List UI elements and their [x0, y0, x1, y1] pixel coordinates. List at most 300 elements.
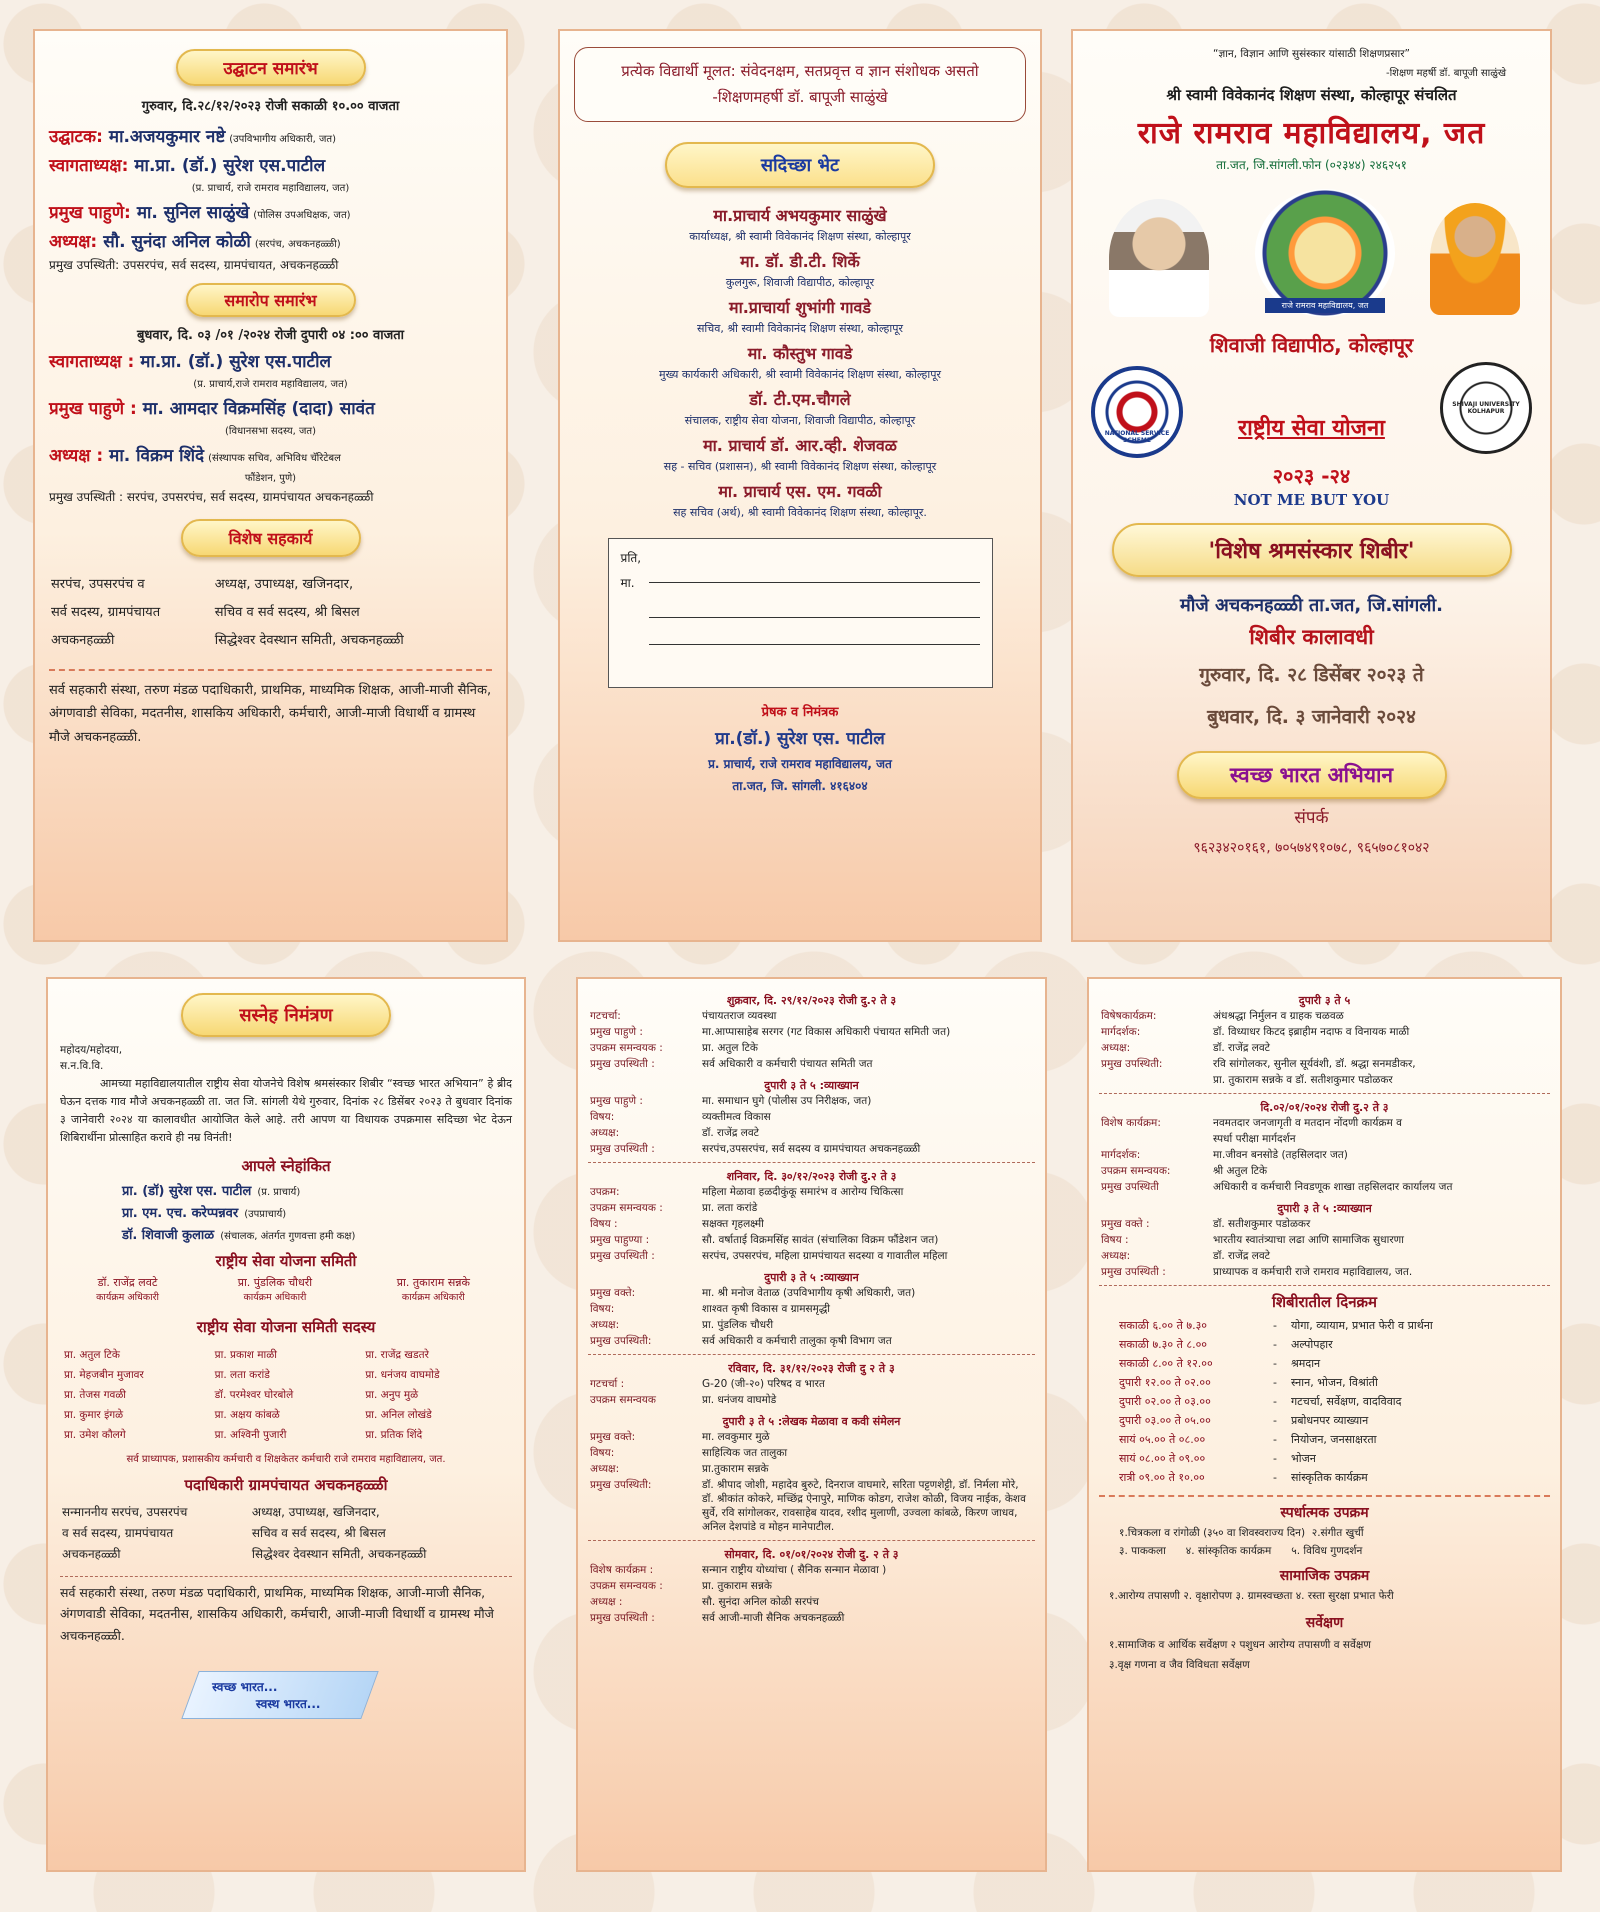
schedule-head: दुपारी ३ ते ५ :व्याख्यान: [764, 1079, 859, 1092]
schedule-value: अधिकारी व कर्मचारी निवडणूक शाखा तहसिलदार कार्यालय जत: [1213, 1181, 1453, 1193]
grid-cell: प्रा. लता करांडे: [214, 1368, 270, 1381]
schedule-key: विशेष कार्यक्रम :: [590, 1564, 654, 1576]
schedule-table: [1099, 1216, 1550, 1280]
address-box: [608, 538, 993, 688]
schedule-key: उपक्रम:: [590, 1186, 620, 1198]
schedule-row: [588, 1562, 1035, 1578]
role-label: स्वागताध्यक्ष :: [49, 352, 135, 372]
routine-row: [1113, 1354, 1437, 1373]
schedule-key: प्रमुख उपस्थिती :: [590, 1058, 655, 1070]
person-line: [49, 124, 492, 147]
schedule-row: [588, 1024, 1035, 1040]
panel-schedule-2: [1087, 977, 1562, 1872]
schedule-key: अध्यक्ष:: [1101, 1042, 1131, 1054]
nss-logo-text: NATIONAL SERVICE SCHEME: [1104, 430, 1170, 444]
schedule-row: [588, 1093, 1035, 1109]
schedule-table: [1099, 1115, 1550, 1195]
routine-dash: -: [1273, 1395, 1277, 1408]
grid-row: [60, 1522, 512, 1543]
grid-cell: सिद्धेश्वर देवस्थान समिती, अचकनहळ्ळी: [214, 633, 404, 648]
gp-title: पदाधिकारी ग्रामपंचायत अचकनहळ्ळी: [184, 1475, 388, 1494]
role-label: प्रमुख पाहुणे :: [49, 399, 137, 419]
schedule-value: प्रा. तुकाराम सन्नके: [702, 1580, 772, 1592]
schedule-value: भारतीय स्वातंत्र्याचा लढा आणि सामाजिक सुधारणा: [1213, 1234, 1404, 1246]
schedule-value: मा.जीवन बनसोडे (तहसिलदार जत): [1213, 1149, 1348, 1161]
schedule-row: [588, 1040, 1035, 1056]
grid-cell: व सर्व सदस्य, ग्रामपंचायत: [62, 1525, 174, 1540]
survey-line1: १.सामाजिक व आर्थिक सर्वेक्षण २ पशुधन आरोग्य तपासणी व सर्वेक्षण: [1109, 1639, 1371, 1651]
routine-row: [1113, 1335, 1437, 1354]
camp-place: मौजे अचकनहळ्ळी ता.जत, जि.सांगली.: [1179, 595, 1444, 616]
routine-dash: -: [1273, 1376, 1277, 1389]
schedule-row: [588, 1477, 1035, 1535]
officer-name: प्रा. पुंडलिक चौधरी: [237, 1275, 313, 1289]
survey-title: सर्वेक्षण: [1305, 1615, 1344, 1631]
officer-name: प्रा. तुकाराम सन्नके: [396, 1275, 471, 1289]
motto: “ज्ञान, विज्ञान आणि सुसंस्कार यांसाठी शिक्षणप्रसार”: [1213, 48, 1410, 60]
routine-title: शिबीरातील दिनक्रम: [1271, 1293, 1378, 1311]
schedule-key: अध्यक्ष:: [590, 1127, 620, 1139]
officers-table: [60, 1275, 512, 1303]
routine-activity: गटचर्चा, सर्वेक्षण, वादविवाद: [1290, 1395, 1402, 1408]
visitor-name: मा.प्राचार्य अभयकुमार साळुंखे: [713, 205, 887, 225]
grid-row: [60, 1385, 512, 1405]
schedule-value: शाश्वत कृषी विकास व ग्रामसमृद्धी: [702, 1303, 831, 1315]
address-line: [649, 582, 980, 583]
schedule-row: [1099, 1056, 1550, 1072]
schedule-key: प्रमुख उपस्थिती:: [1101, 1058, 1163, 1070]
schedule-row: [1099, 1232, 1550, 1248]
panel4-footer: सर्व सहकारी संस्था, तरुण मंडळ पदाधिकारी, प्राथमिक, माध्यमिक शिक्षक, आजी-माजी सैनिक, अंगणवाडी सेविका, मदतनीस, शासकिय अधिकारी, कर्मचारी, आजी-माजी विधार्थी व ग्रामस्थ मौजे अचकनहळ्ळी.: [60, 1584, 494, 1644]
schedule-value: प्रा. पुंडलिक चौधरी: [702, 1319, 774, 1331]
survey-line2: ३.वृक्ष गणना व जैव विविधता सर्वेक्षण: [1109, 1659, 1250, 1671]
swachh-tag-line1: स्वच्छ भारत...: [212, 1680, 278, 1695]
role-label: उद्घाटक:: [49, 127, 103, 147]
grid-cell: सिद्धेश्वर देवस्थान समिती, अचकनहळ्ळी: [251, 1546, 427, 1561]
address-to: प्रति,: [620, 550, 642, 565]
person-name: मा.अजयकुमार नष्टे: [108, 127, 226, 147]
signer-role: (संचालक, अंतर्गत गुणवत्ता हमी कक्ष): [220, 1230, 356, 1242]
schedule-key: विषेषकार्यक्रम:: [1101, 1010, 1157, 1022]
grid-cell: प्रा. अतुल टिके: [64, 1348, 120, 1361]
shivaji-university-logo-icon: [1440, 362, 1532, 454]
schedule-value: प्रा. तुकाराम सन्नके व डॉ. सतीशकुमार पडोळकर: [1213, 1074, 1393, 1086]
founder-portrait-icon: [1109, 199, 1209, 317]
routine-row: [1113, 1316, 1437, 1335]
schedule-row: [588, 1141, 1035, 1157]
closing-date: बुधवार, दि. ०३ /०१ /२०२४ रोजी दुपारी ०४ :०० वाजता: [136, 328, 405, 343]
person-note: (संस्थापक सचिव, अभिविध चॅरिटेबल: [208, 453, 341, 464]
contact-label: संपर्क: [1294, 808, 1329, 828]
grid-cell: प्रा. अक्षय कांबळे: [214, 1408, 280, 1421]
grid-cell: अध्यक्ष, उपाध्यक्ष, खजिनदार,: [214, 577, 354, 592]
grid-cell: प्रा. राजेंद्र खडतरे: [365, 1348, 429, 1361]
grid-cell: अचकनहळ्ळी: [62, 1546, 121, 1561]
schedule-value: अंधश्रद्धा निर्मुलन व ग्राहक चळवळ: [1213, 1010, 1344, 1022]
schedule-blocks: [588, 993, 1035, 1626]
routine-dash: -: [1273, 1433, 1277, 1446]
schedule-value: सरपंच,उपसरपंच, सर्व सदस्य व ग्रामपंचायत अचकनहळ्ळी: [702, 1143, 921, 1155]
schedule-key: गटचर्चा :: [590, 1378, 625, 1390]
su-logo-text: SHIVAJI UNIVERSITY KOLHAPUR: [1452, 401, 1520, 415]
routine-activity: स्नान, भोजन, विश्रांती: [1290, 1376, 1378, 1389]
person-name: मा.प्रा. (डॉ.) सुरेश एस.पाटील: [140, 352, 332, 372]
inauguration-lines: [49, 124, 492, 252]
visitor-name: मा. कौस्तुभ गावडे: [747, 343, 853, 363]
schedule-row: [588, 1594, 1035, 1610]
schedule-value: नवमतदार जनजागृती व मतदान नोंदणी कार्यक्रम व: [1213, 1117, 1403, 1129]
closing-title: समारोप समारंभ: [186, 283, 356, 317]
schedule-value: सरपंच, उपसरपंच, महिला ग्रामपंचायत सदस्या व गावातील महिला: [702, 1250, 948, 1262]
routine-activity: सांस्कृतिक कार्यक्रम: [1290, 1471, 1368, 1484]
schedule-key: प्रमुख वक्ते:: [590, 1287, 636, 1299]
schedule-key: प्रमुख उपस्थिती:: [590, 1335, 652, 1347]
schedule-row: [1099, 1179, 1550, 1195]
schedule-row: [588, 1578, 1035, 1594]
swachh-bharat-title: स्वच्छ भारत अभियान: [1177, 751, 1447, 799]
routine-dash: -: [1273, 1471, 1277, 1484]
schedule-value: डॉ. सतीशकुमार पडोळकर: [1213, 1218, 1311, 1230]
sender-address: ता.जत, जि. सांगली. ४१६४०४: [732, 778, 868, 793]
schedule-table: [588, 1093, 1035, 1157]
schedule-head: रविवार, दि. ३१/१२/२०२३ रोजी दु २ ते ३: [728, 1362, 895, 1375]
person-name: मा. सुनिल साळुंखे: [136, 203, 250, 223]
schedule-row: [1099, 1248, 1550, 1264]
schedule-row: [588, 1109, 1035, 1125]
address-line: [649, 617, 980, 618]
schedule-head: शनिवार, दि. ३०/१२/२०२३ रोजी दु.२ ते ३: [726, 1170, 897, 1183]
schedule-key: प्रमुख वक्ते:: [590, 1431, 636, 1443]
members-title: राष्ट्रीय सेवा योजना समिती सदस्य: [196, 1317, 376, 1336]
routine-time: दुपारी ०३.०० ते ०५.००: [1119, 1414, 1211, 1427]
routine-time: दुपारी १२.०० ते ०२.००: [1119, 1376, 1211, 1389]
schedule-row: [1099, 1072, 1550, 1088]
schedule-key: प्रमुख उपस्थिती: [1101, 1181, 1159, 1193]
schedule-value: श्री अतुल टिके: [1213, 1165, 1268, 1177]
signers: [122, 1180, 512, 1243]
schedule-head: दुपारी ३ ते ५: [1298, 994, 1351, 1007]
schedule-value: डॉ. राजेंद्र लवटे: [1213, 1042, 1270, 1054]
schedule-value: साहित्यिक जत तालुका: [702, 1447, 788, 1459]
nss-year: २०२३ -२४: [1272, 464, 1351, 488]
grid-cell: प्रा. तेजस गवळी: [64, 1388, 127, 1401]
routine-row: [1113, 1392, 1437, 1411]
divider: [1099, 1285, 1550, 1286]
schedule-key: मार्गदर्शक:: [1101, 1149, 1141, 1161]
routine-activity: नियोजन, जनसाक्षरता: [1290, 1433, 1377, 1446]
schedule-value: स्पर्धा परीक्षा मार्गदर्शन: [1213, 1133, 1296, 1145]
schedule-head: सोमवार, दि. ०१/०१/२०२४ रोजी दु. २ ते ३: [724, 1548, 899, 1561]
grid-cell: प्रा. प्रतिक शिंदे: [365, 1428, 423, 1441]
address-ma: मा.: [620, 575, 635, 590]
signer-name: प्रा. एम. एच. करेप्पन्नवर: [122, 1205, 239, 1221]
visitor-role: कार्याध्यक्ष, श्री स्वामी विवेकानंद शिक्षण संस्था, कोल्हापूर: [689, 229, 911, 243]
schedule-value: सौ. सुनंदा अनिल कोळी सरपंच: [702, 1596, 819, 1608]
schedule-value: सर्व आजी-माजी सैनिक अचकनहळ्ळी: [702, 1612, 845, 1624]
panel-visit: [558, 29, 1042, 942]
invitation-body: आमच्या महाविद्यालयातील राष्ट्रीय सेवा योजनेचे विशेष श्रमसंस्कार शिबीर “स्वच्छ भारत अभियान” हे ब्रीद घेऊन दत्तक गाव मौजे अचकनहळ्ळी ता. जत जि. सांगली येथे गुरुवार, दिनांक २८ डिसेंबर २०२३ ते बुधवार दिनांक ३ जानेवारी २०२४ या कालावधीत आयोजित केले आहे. तरी आपण या विधायक उपक्रमास सदिच्छा भेट देऊन शिबिरार्थीना प्रोत्साहित करावे ही नम्र विनंती!: [60, 1077, 512, 1145]
person-line: [49, 153, 492, 176]
schedule-key: प्रमुख पाहुणे :: [590, 1026, 643, 1038]
person-name: मा.प्रा. (डॉ.) सुरेश एस.पाटील: [134, 156, 326, 176]
schedule-key: मार्गदर्शक:: [1101, 1026, 1141, 1038]
schedule-row: [1099, 1147, 1550, 1163]
schedule-value: प्रा. धनंजय वाघमोडे: [702, 1394, 777, 1406]
grid-cell: प्रा. अनिल लोखंडे: [365, 1408, 432, 1421]
person-name: मा. आमदार विक्रमसिंह (दादा) सावंत: [142, 399, 375, 419]
schedule-value: मा. समाधान घुगे (पोलीस उप निरीक्षक, जत): [702, 1095, 872, 1107]
schedule-row: [588, 1232, 1035, 1248]
college-name: राजे रामराव महाविद्यालय, जत: [1137, 116, 1486, 151]
schedule-row: [588, 1216, 1035, 1232]
camp-to: बुधवार, दि. ३ जानेवारी २०२४: [1207, 706, 1416, 728]
address-line: [649, 644, 980, 645]
schedule-row: [1099, 1040, 1550, 1056]
schedule-key: विषय:: [590, 1111, 615, 1123]
schedule-row: [1099, 1024, 1550, 1040]
schedule-row: [588, 1184, 1035, 1200]
panel-schedule-1: [576, 977, 1047, 1872]
grid-row: [60, 1501, 512, 1522]
routine-time: सकाळी ८.०० ते १२.००: [1119, 1357, 1213, 1370]
quote-box: [574, 47, 1026, 122]
vivekananda-portrait-icon: [1430, 203, 1520, 315]
schedule-value: प्रा.तुकाराम सन्नके: [702, 1463, 769, 1475]
officer-names: [60, 1275, 512, 1290]
grid-row: [60, 1543, 512, 1564]
schedule-key: उपक्रम समन्वयक :: [590, 1580, 663, 1592]
college-emblem: [1255, 189, 1395, 317]
grid-cell: प्रा. मेहजबीन मुजावर: [64, 1368, 144, 1381]
divider: [60, 1576, 512, 1577]
routine-dash: -: [1273, 1452, 1277, 1465]
person-name: सौ. सुनंदा अनिल कोळी: [103, 232, 251, 252]
closing-presence: प्रमुख उपस्थिती : सरपंच, उपसरपंच, सर्व सदस्य, ग्रामपंचायत अचकनहळ्ळी: [49, 490, 374, 504]
schedule-row: [588, 1285, 1035, 1301]
schedule-value: मा.आप्पासाहेब सरगर (गट विकास अधिकारी पंचायत समिती जत): [702, 1026, 951, 1038]
routine-row: [1113, 1373, 1437, 1392]
panel-invitation: [46, 977, 526, 1872]
schedule-value: प्राध्यापक व कर्मचारी राजे रामराव महाविद्यालय, जत.: [1213, 1266, 1413, 1278]
college-address: ता.जत, जि.सांगली.फोन (०२३४४) २४६२५१: [1216, 158, 1407, 172]
routine-dash: -: [1273, 1357, 1277, 1370]
schedule-value: सौ. वर्षाताई विक्रमसिंह सावंत (संचालिका विक्रम फौंडेशन जत): [702, 1234, 939, 1246]
schedule-row: [588, 1429, 1035, 1445]
person-line: [49, 396, 492, 419]
grid-row: [60, 1365, 512, 1385]
routine-time: रात्री ०९.०० ते १०.००: [1119, 1471, 1205, 1484]
divider: [49, 669, 492, 671]
schedule-row: [1099, 1264, 1550, 1280]
competition-line2: ३. पाककला ४. सांस्कृतिक कार्यक्रम ५. विविध गुणदर्शन: [1119, 1545, 1363, 1557]
person-sub: (प्र. प्राचार्य, राजे रामराव महाविद्यालय, जत): [191, 183, 350, 194]
grid-row: [49, 625, 492, 653]
visitor-name: डॉ. टी.एम.चौगले: [749, 389, 851, 409]
divider: [588, 1540, 1035, 1541]
divider: [1099, 1495, 1550, 1497]
grid-cell: प्रा. धनंजय वाघमोडे: [365, 1368, 440, 1381]
university-name: शिवाजी विद्यापीठ, कोल्हापूर: [1209, 333, 1414, 357]
nss-logo-icon: [1091, 366, 1183, 458]
schedule-key: [1099, 1072, 1211, 1088]
schedule-value: रवि सांगोलकर, सुनील सूर्यवंशी, डॉ. श्रद्धा सनमडीकर,: [1213, 1058, 1416, 1070]
schedule-value: डॉ. विध्याधर किटद इब्राहीम नदाफ व विनायक माळी: [1213, 1026, 1410, 1038]
schedule-table: [588, 1184, 1035, 1264]
person-line: [49, 200, 492, 223]
signer-name: प्रा. (डॉ) सुरेश एस. पाटील: [122, 1183, 252, 1199]
schedule-row: [588, 1333, 1035, 1349]
routine-time: सकाळी ७.३० ते ८.००: [1119, 1338, 1208, 1351]
routine-row: [1113, 1468, 1437, 1487]
role-label: प्रमुख पाहुणे:: [49, 203, 131, 223]
closing-lines: [49, 349, 492, 484]
person-line: [49, 349, 492, 372]
schedule-table: [588, 1008, 1035, 1072]
schedule-key: विषय:: [590, 1303, 615, 1315]
schedule-row: [1099, 1115, 1550, 1131]
schedule-value: व्यक्तीमत्व विकास: [702, 1111, 771, 1123]
schedule-head: दुपारी ३ ते ५ :लेखक मेळावा व कवी संमेलन: [722, 1415, 901, 1428]
sender-name: प्रा.(डॉ.) सुरेश एस. पाटील: [715, 728, 885, 749]
person-sub: (विधानसभा सदस्य, जत): [224, 426, 317, 437]
officer-roles: [60, 1290, 512, 1303]
role-label: स्वागताध्यक्ष:: [49, 156, 129, 176]
cooperation-title: विशेष सहकार्य: [181, 519, 361, 557]
sender-label: प्रेषक व निमंत्रक: [761, 704, 839, 720]
schedule-head: शुक्रवार, दि. २९/१२/२०२३ रोजी दु.२ ते ३: [726, 994, 897, 1007]
signer-role: (उपप्राचार्य): [244, 1208, 287, 1220]
nss-title: राष्ट्रीय सेवा योजना: [1238, 416, 1385, 441]
signer-role: (प्र. प्राचार्य): [257, 1186, 301, 1198]
routine-dash: -: [1273, 1338, 1277, 1351]
schedule-key: अध्यक्ष:: [1101, 1250, 1131, 1262]
schedule-row: [1099, 1008, 1550, 1024]
schedule-head: दुपारी ३ ते ५ :व्याख्यान: [1277, 1202, 1372, 1215]
routine-time: दुपारी ०२.०० ते ०३.००: [1119, 1395, 1211, 1408]
schedule-row: [588, 1301, 1035, 1317]
schedule-row: [588, 1376, 1035, 1392]
grid-cell: डॉ. परमेश्वर घोरबोले: [214, 1388, 294, 1401]
schedule-key: [1099, 1131, 1211, 1147]
schedule-table: [588, 1376, 1035, 1408]
grid-cell: प्रा. प्रकाश माळी: [214, 1348, 277, 1361]
motto-author: -शिक्षण महर्षी डॉ. बापूजी साळुंखे: [1385, 68, 1506, 79]
camp-period-label: शिबीर कालावधी: [1249, 625, 1374, 649]
gp-table: [60, 1501, 512, 1564]
schedule-head: दि.०२/०१/२०२४ रोजी दु.२ ते ३: [1260, 1101, 1389, 1114]
nss-motto: NOT ME BUT YOU: [1233, 491, 1390, 509]
grid-cell: अध्यक्ष, उपाध्यक्ष, खजिनदार,: [251, 1504, 380, 1519]
person-note: (सरपंच, अचकनहळ्ळी): [254, 239, 341, 250]
schedule-row: [1099, 1216, 1550, 1232]
grid-cell: सचिव व सर्व सदस्य, श्री बिसल: [214, 605, 360, 620]
schedule-value: मा. लवकुमार मुळे: [702, 1431, 770, 1443]
grid-row: [60, 1425, 512, 1445]
routine-row: [1113, 1449, 1437, 1468]
schedule-row: [588, 1610, 1035, 1626]
schedule-table: [588, 1429, 1035, 1535]
visitor-name: मा. प्राचार्य एस. एम. गवळी: [718, 481, 882, 501]
schedule-key: उपक्रम समन्वयक :: [590, 1042, 663, 1054]
sincerely-label: आपले स्नेहांकित: [241, 1156, 331, 1175]
schedule-key: गटचर्चा:: [590, 1010, 621, 1022]
greeting: महोदय/महोदया,: [60, 1044, 123, 1056]
officer-role: कार्यक्रम अधिकारी: [401, 1291, 465, 1303]
inauguration-date: गुरुवार, दि.२८/१२/२०२३ रोजी सकाळी १०.०० वाजता: [141, 99, 400, 114]
schedule-key: प्रमुख उपस्थिती :: [590, 1612, 655, 1624]
grid-cell: प्रा. उमेश कौलगे: [64, 1428, 126, 1441]
schedule-key: विषय :: [1101, 1234, 1129, 1246]
grid-cell: अचकनहळ्ळी: [51, 633, 115, 648]
schedule-row: [588, 1461, 1035, 1477]
schedule-value: डॉ. राजेंद्र लवटे: [702, 1127, 759, 1139]
schedule-row: [588, 1056, 1035, 1072]
schedule-table: [588, 1285, 1035, 1349]
person-line: [49, 443, 492, 466]
visitor-name: मा. डॉ. डी.टी. शिर्के: [740, 251, 860, 271]
routine-activity: श्रमदान: [1290, 1357, 1321, 1370]
routine-dash: -: [1273, 1414, 1277, 1427]
visitor-name: मा. प्राचार्य डॉ. आर.व्ही. शेजवळ: [703, 435, 897, 455]
nss-row: [1087, 362, 1536, 470]
schedule-row: [588, 1200, 1035, 1216]
grid-row: [49, 569, 492, 597]
schedule-value: सर्व अधिकारी व कर्मचारी तालुका कृषी विभाग जत: [702, 1335, 892, 1347]
grid-row: [60, 1405, 512, 1425]
schedule-row: [588, 1392, 1035, 1408]
schedule-blocks-2: [1099, 993, 1550, 1280]
visitor-role: कुलगुरू, शिवाजी विद्यापीठ, कोल्हापूर: [725, 275, 875, 289]
grid-row: [60, 1345, 512, 1365]
visitor-role: सचिव, श्री स्वामी विवेकानंद शिक्षण संस्था, कोल्हापूर: [696, 321, 903, 335]
schedule-key: प्रमुख उपस्थिती:: [590, 1479, 652, 1491]
schedule-key: प्रमुख उपस्थिती :: [590, 1250, 655, 1262]
signer: [122, 1224, 512, 1243]
signer: [122, 1202, 512, 1221]
routine-time: सायं ०५.०० ते ०८.००: [1119, 1433, 1206, 1446]
grid-cell: प्रा. कुमार इंगळे: [64, 1408, 124, 1421]
committee-title: राष्ट्रीय सेवा योजना समिती: [215, 1251, 357, 1270]
role-label: अध्यक्ष:: [49, 232, 98, 252]
schedule-key: प्रमुख वक्ते :: [1101, 1218, 1150, 1230]
schedule-value: सर्व अधिकारी व कर्मचारी पंचायत समिती जत: [702, 1058, 873, 1070]
grid-cell: प्रा. अश्विनी पुजारी: [214, 1428, 287, 1441]
schedule-row: [588, 1008, 1035, 1024]
competition-line1: १.चित्रकला व रांगोळी (३५० वा शिवस्वराज्य दिन) २.संगीत खुर्ची: [1119, 1527, 1364, 1539]
schedule-row: [1099, 1131, 1550, 1147]
person-name: मा. विक्रम शिंदे: [109, 446, 205, 466]
schedule-key: अध्यक्ष:: [590, 1319, 620, 1331]
org-name: श्री स्वामी विवेकानंद शिक्षण संस्था, कोल्हापूर संचलित: [1166, 86, 1457, 104]
schedule-value: डॉ. राजेंद्र लवटे: [1213, 1250, 1270, 1262]
schedule-value: सक्षक्त गृहलक्ष्मी: [702, 1218, 764, 1230]
schedule-value: प्रा. अतुल टिके: [702, 1042, 758, 1054]
members-table: [60, 1345, 512, 1445]
staff-line: सर्व प्राध्यापक, प्रशासकीय कर्मचारी व शिक्षकेतर कर्मचारी राजे रामराव महाविद्यालय, जत.: [126, 1453, 446, 1465]
invitation-title: सस्नेह निमंत्रण: [181, 993, 391, 1037]
routine-time: सायं ०८.०० ते ०९.००: [1119, 1452, 1206, 1465]
officer-role: कार्यक्रम अधिकारी: [96, 1291, 159, 1303]
contact-phones: ९६२३४२०१६१, ७०५७४९१०७८, ९६५७०८१०४२: [1193, 840, 1430, 856]
schedule-key: प्रमुख पाहुण्या :: [590, 1234, 650, 1246]
cooperation-table: [49, 569, 492, 653]
inauguration-title: उद्घाटन समारंभ: [176, 49, 366, 86]
schedule-key: अध्यक्ष :: [590, 1596, 623, 1608]
divider: [1099, 1093, 1550, 1094]
schedule-row: [1099, 1163, 1550, 1179]
visitor-role: संचालक, राष्ट्रीय सेवा योजना, शिवाजी विद्यापीठ, कोल्हापूर: [684, 413, 916, 427]
visit-people: [574, 204, 1026, 520]
